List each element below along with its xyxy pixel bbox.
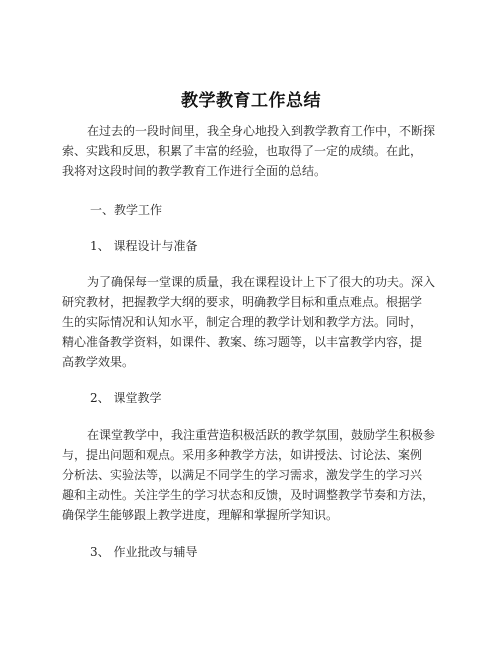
subsection-heading-homework: 3、 作业批改与辅导 (90, 545, 198, 559)
course-design-paragraph (62, 272, 462, 372)
paragraph-line: 在课堂教学中，我注重营造积极活跃的教学氛围，鼓励学生积极参 (87, 428, 436, 442)
section-heading-teaching: 一、教学工作 (90, 203, 163, 217)
paragraph-line: 研究教材，把握教学大纲的要求，明确教学目标和重点难点。根据学 (62, 295, 423, 309)
paragraph-line: 我将对这段时间的教学教育工作进行全面的总结。 (62, 164, 327, 178)
subsection-heading-classroom: 2、 课堂教学 (90, 391, 162, 405)
paragraph-line: 索、实践和反思，积累了丰富的经验，也取得了一定的成绩。在此， (62, 144, 423, 158)
paragraph-line: 高教学效果。 (62, 355, 135, 369)
classroom-paragraph (62, 425, 462, 525)
paragraph-line: 分析法、实验法等，以满足不同学生的学习需求，激发学生的学习兴 (62, 468, 423, 482)
paragraph-line: 为了确保每一堂课的质量，我在课程设计上下了很大的功夫。深入 (87, 275, 436, 289)
paragraph-line: 与，提出问题和观点。采用多种教学方法，如讲授法、讨论法、案例 (62, 448, 423, 462)
subsection-heading-course-design: 1、 课程设计与准备 (90, 239, 198, 253)
document-title: 教学教育工作总结 (181, 91, 321, 111)
intro-paragraph (62, 121, 462, 181)
paragraph-line: 在过去的一段时间里，我全身心地投入到教学教育工作中，不断探 (87, 124, 436, 138)
paragraph-line: 精心准备教学资料，如课件、教案、练习题等，以丰富教学内容，提 (62, 335, 423, 349)
paragraph-line: 趣和主动性。关注学生的学习状态和反馈，及时调整教学节奏和方法， (62, 488, 435, 502)
paragraph-line: 生的实际情况和认知水平，制定合理的教学计划和教学方法。同时， (62, 315, 423, 329)
paragraph-line: 确保学生能够跟上教学进度，理解和掌握所学知识。 (62, 508, 339, 522)
